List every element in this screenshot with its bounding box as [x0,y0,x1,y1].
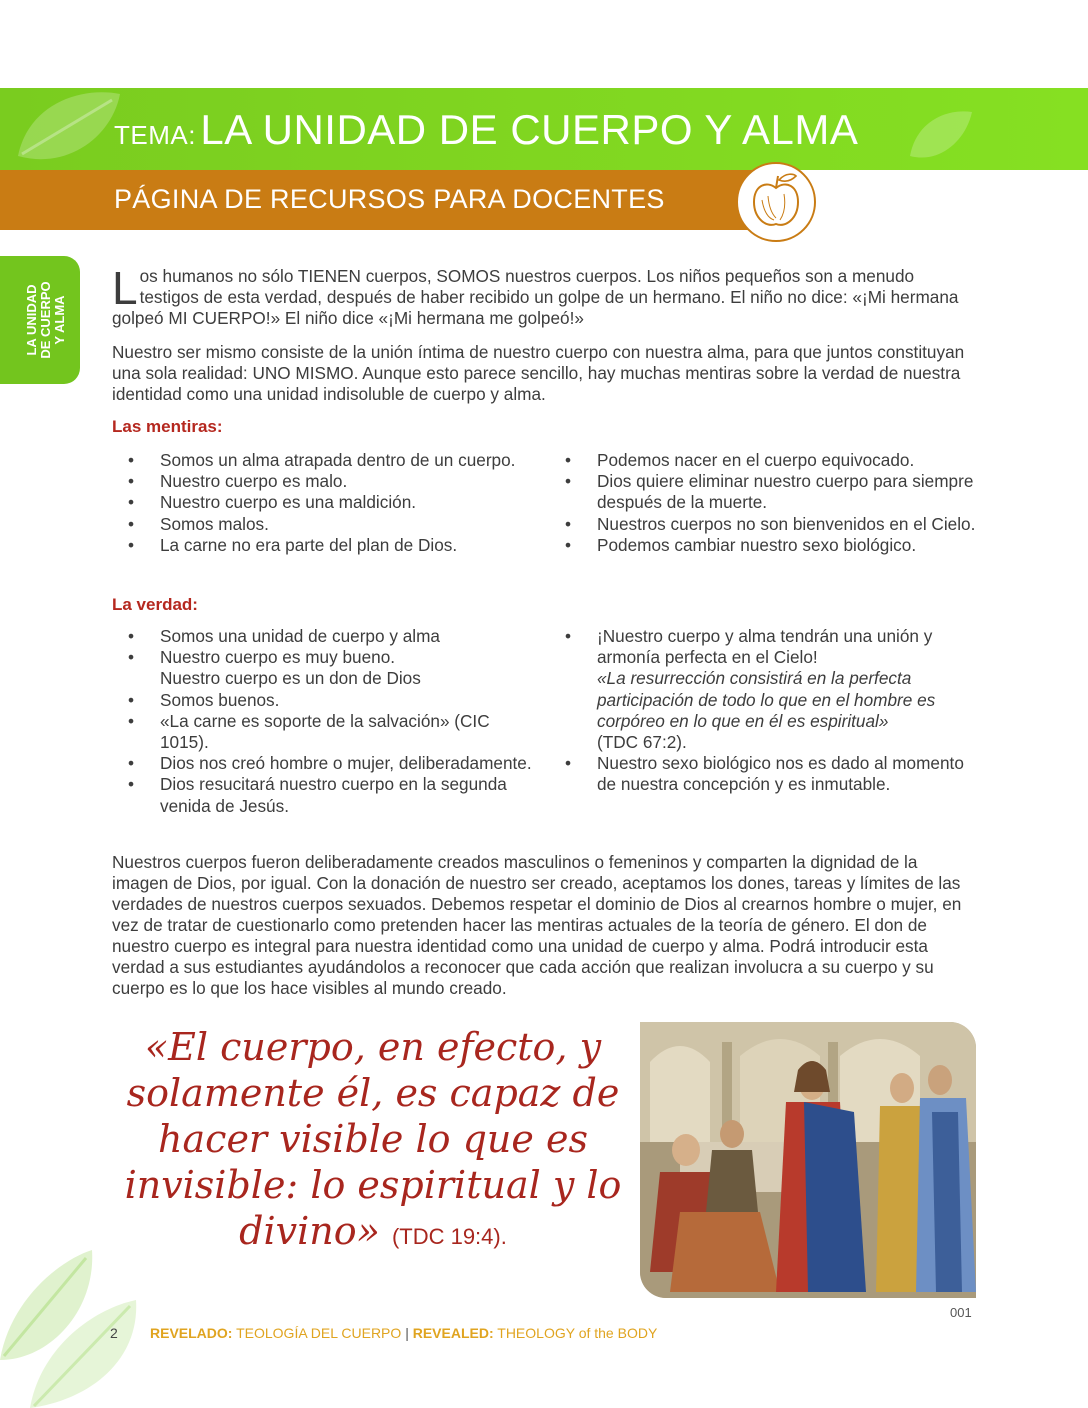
subtitle: PÁGINA DE RECURSOS PARA DOCENTES [114,184,665,214]
resurrection-quote: «La resurrección consistirá en la perfecta participación de todo lo que en el hombre es corpóreo en lo que en él es espiritual» [597,668,936,731]
subtitle-banner [0,170,790,230]
leaf-decoration-icon [0,1240,150,1408]
list-item: • Nuestros cuerpos no son bienvenidos en el Cielo. [549,514,979,535]
page-title [114,106,858,154]
closing-paragraph: Nuestros cuerpos fueron deliberadamente creados masculinos o femeninos y comparten la dignidad de la imagen de Dios, por igual. Con la donación de nuestro ser creado, aceptamos los dones, tareas y límites de las verdades de nuestros cuerpos sexuados. Debemos respetar el dominio de Dios al crearnos hombre o mujer, en vez de tratar de cuestionarlo como pretenden hacer las mentiras actuales de la teoría de género. El don de nuestro cuerpo es integral para nuestra identidad como una unidad de cuerpo y alma. Podrá introducir esta verdad a sus estudiantes ayudándolos a reconocer que cada acción que realizan involucra a su cuerpo y su cuerpo es lo que los hace visibles al mundo creado. [112,852,962,998]
drop-cap: L [112,262,138,314]
pull-quote [118,1024,628,1260]
list-item: Nuestro cuerpo es un don de Dios [160,668,421,689]
list-item: • Somos buenos. [112,690,532,711]
list-item: • Nuestro cuerpo es una maldición. [112,492,532,513]
apple-icon [736,162,816,242]
list-item: • Nuestro cuerpo es muy bueno. [112,647,532,668]
list-item: • Dios quiere eliminar nuestro cuerpo para siempre después de la muerte. [549,471,979,513]
quote-reference: (TDC 67:2). [597,732,687,753]
title-banner [0,88,1088,170]
list-item: • La carne no era parte del plan de Dios. [112,535,532,556]
page-footer: 2 REVELADO: TEOLOGÍA DEL CUERPO | REVEALED: THEOLOGY of the BODY [110,1325,658,1341]
lies-list-left [112,450,532,556]
page-number: 2 [110,1325,118,1341]
list-item: • Somos una unidad de cuerpo y alma [112,626,532,647]
list-item: • Podemos nacer en el cuerpo equivocado. [549,450,979,471]
leaf-decoration-icon [906,106,976,166]
intro-paragraph-2: Nuestro ser mismo consiste de la unión íntima de nuestro cuerpo con nuestra alma, para que juntos constituyan una sola realidad: UNO MISMO. Aunque esto parece sencillo, hay muchas mentiras sobre la verdad de nuestra identidad como una unidad indisoluble de cuerpo y alma. [112,342,965,404]
section-side-tab [0,256,80,384]
title-text: LA UNIDAD DE CUERPO Y ALMA [200,106,859,153]
leaf-decoration-icon [8,88,128,170]
list-item: • «La carne es soporte de la salvación» (CIC 1015). [112,711,532,753]
list-item: • Dios nos creó hombre o mujer, deliberadamente. [112,753,532,774]
list-item: • Somos malos. [112,514,532,535]
truth-list-left [112,626,532,817]
quote-text: «El cuerpo, en efecto, y solamente él, es capaz de hacer visible lo que es invisible: lo espiritual y lo divino» [124,1025,622,1253]
lies-list-right [549,450,979,556]
list-item: • Podemos cambiar nuestro sexo biológico. [549,535,979,556]
side-tab-label: LA UNIDAD DE CUERPO Y ALMA [24,281,67,359]
list-item: • Nuestro cuerpo es malo. [112,471,532,492]
truth-heading: La verdad: [112,595,198,614]
image-credit: 001 [950,1305,972,1320]
intro-paragraph-1: Los humanos no sólo TIENEN cuerpos, SOMOS nuestros cuerpos. Los niños pequeños son a menudo testigos de esta verdad, después de haber recibido un golpe de un hermano. El niño no dice: «¡Mi hermana golpeó MI CUERPO!» El niño dice «¡Mi hermana me golpeó!» [112,262,959,328]
christ-healing-painting [640,1022,976,1298]
tema-label: TEMA: [114,120,196,150]
list-item: • Nuestro sexo biológico nos es dado al momento de nuestra concepción y es inmutable. [549,753,979,795]
list-item: • Dios resucitará nuestro cuerpo en la segunda venida de Jesús. [112,774,532,816]
quote-reference: (TDC 19:4). [391,1224,507,1249]
lies-heading: Las mentiras: [112,417,223,436]
list-item: • ¡Nuestro cuerpo y alma tendrán una unión y armonía perfecta en el Cielo! «La resurrección consistirá en la perfecta participación de todo lo que en el hombre es corpóreo en lo que en él es espiritual» (TDC 67:2). [549,626,979,753]
truth-list-right [549,626,979,796]
list-item: • Somos un alma atrapada dentro de un cuerpo. [112,450,532,471]
